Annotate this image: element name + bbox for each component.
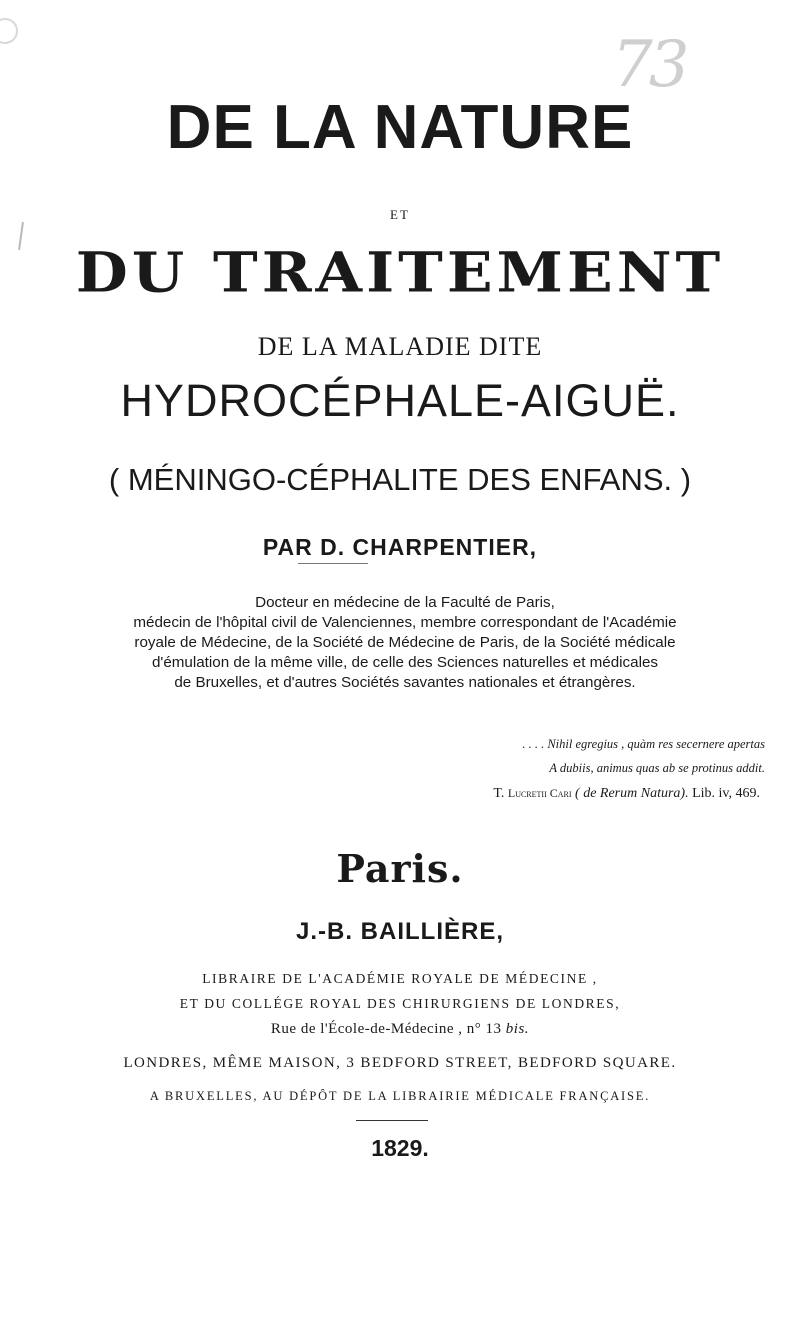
handwritten-shelfmark: 73 — [612, 28, 686, 102]
credentials-line: Docteur en médecine de la Faculté de Paris, — [255, 594, 555, 611]
title-line-2: DU TRAITEMENT — [75, 240, 725, 306]
address-street: Rue de l'École-de-Médecine , n° 13 — [270, 1021, 502, 1037]
brussels-address: A BRUXELLES, AU DÉPÔT DE LA LIBRAIRIE MÉDICALE FRANÇAISE. — [149, 1089, 651, 1103]
imprint-city: Paris. — [336, 846, 464, 891]
citation-work: ( de Rerum Natura). — [575, 786, 689, 801]
credentials-line: d'émulation de la même ville, de celle des Sciences naturelles et médicales — [151, 654, 659, 671]
title-line-4: HYDROCÉPHALE-AIGUË. — [120, 375, 680, 426]
epigraph-citation — [340, 786, 760, 802]
author-name: D. CHARPENTIER, — [320, 534, 538, 560]
credentials-line: de Bruxelles, et d'autres Sociétés savantes nationales et étrangères. — [174, 674, 636, 691]
address-suffix: bis. — [505, 1021, 530, 1037]
author-prefix: PAR — [262, 534, 313, 560]
paper-stain — [0, 18, 18, 44]
publisher-line-1: LIBRAIRE DE L'ACADÉMIE ROYALE DE MÉDECINE , — [202, 971, 598, 986]
publisher-line-2: ET DU COLLÉGE ROYAL DES CHIRURGIENS DE LONDRES, — [179, 996, 621, 1011]
citation-location: Lib. iv, 469. — [692, 786, 760, 801]
title-line-5: ( MÉNINGO-CÉPHALITE DES ENFANS. ) — [108, 462, 692, 497]
author-underline — [298, 563, 368, 564]
epigraph-line-2: A dubiis, animus quas ab se protinus addit. — [549, 761, 765, 775]
credentials-line: royale de Médecine, de la Société de Médecine de Paris, de la Société médicale — [134, 634, 676, 651]
publisher-name: J.-B. BAILLIÈRE, — [295, 918, 504, 945]
credentials-line: médecin de l'hôpital civil de Valenciennes, membre correspondant de l'Académie — [133, 614, 677, 631]
author-credentials — [60, 593, 750, 693]
epigraph-line-1: . . . . Nihil egregius , quàm res secernere apertas — [522, 737, 765, 751]
london-address: LONDRES, MÊME MAISON, 3 BEDFORD STREET, BEDFORD SQUARE. — [123, 1055, 677, 1071]
title-line-1: DE LA NATURE — [166, 93, 634, 162]
title-line-3: DE LA MALADIE DITE — [257, 332, 543, 361]
citation-author: Lucretii Cari — [507, 786, 572, 800]
publisher-address — [0, 1021, 800, 1038]
author-line — [0, 534, 800, 561]
year-rule — [356, 1120, 428, 1121]
conjunction-et: ET — [390, 207, 410, 222]
publication-year: 1829. — [371, 1135, 429, 1161]
citation-author-initial: T. — [493, 786, 505, 801]
